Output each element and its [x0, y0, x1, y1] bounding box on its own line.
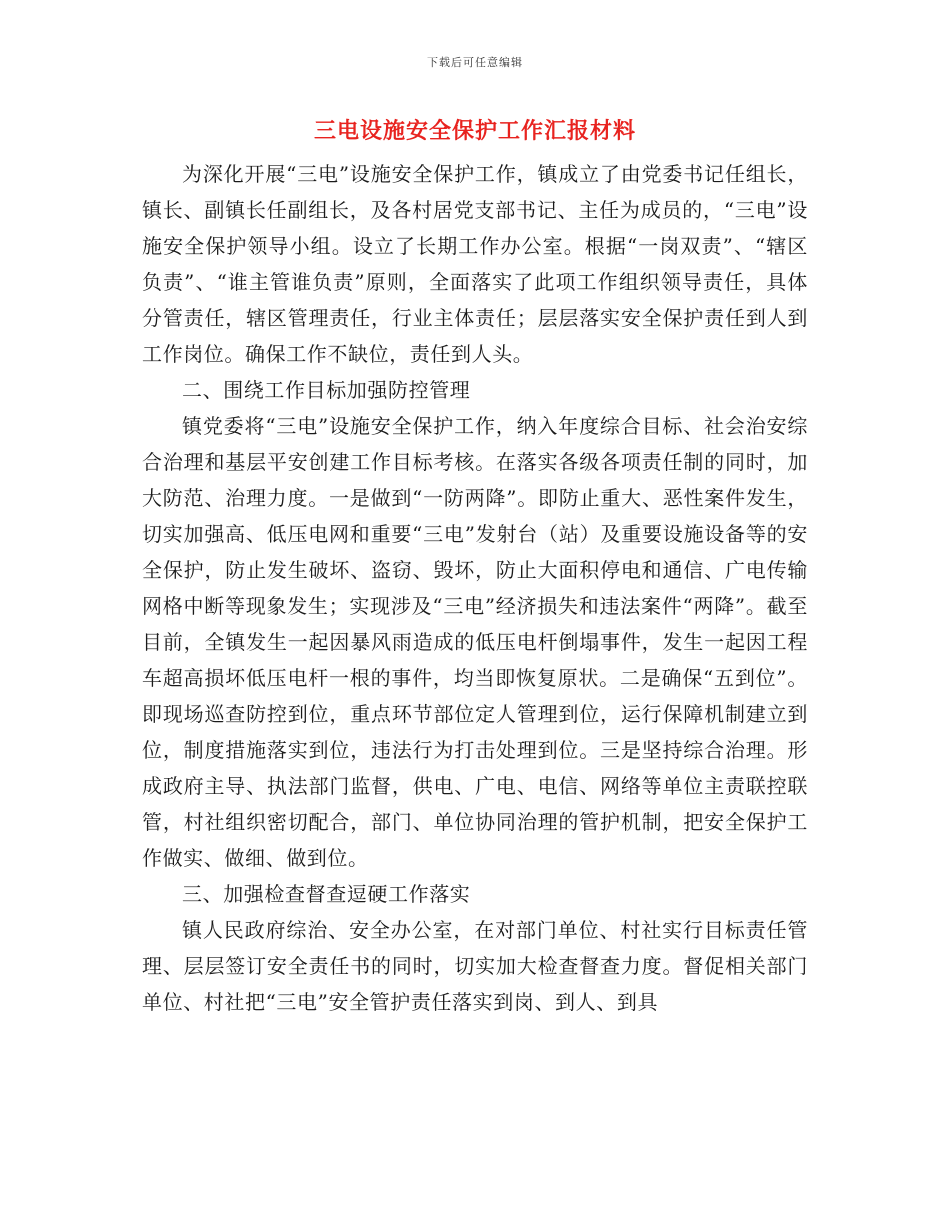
paragraph-section-2: 镇党委将“三电”设施安全保护工作，纳入年度综合目标、社会治安综合治理和基层平安创建工作目标考核。在落实各级各项责任制的同时，加大防范、治理力度。一是做到“一防两降”。即防止重大、恶性案件发生，切实加强高、低压电网和重要“三电”发射台（站）及重要设施设备等的安全保护，防止发生破坏、盗窃、毁坏，防止大面积停电和通信、广电传输网格中断等现象发生；实现涉及“三电”经济损失和违法案件“两降”。截至目前，全镇发生一起因暴风雨造成的低压电杆倒塌事件，发生一起因工程车超高损坏低压电杆一根的事件，均当即恢复原状。二是确保“五到位”。即现场巡查防控到位，重点环节部位定人管理到位，运行保障机制建立到位，制度措施落实到位，违法行为打击处理到位。三是坚持综合治理。形成政府主导、执法部门监督，供电、广电、电信、网络等单位主责联控联管，村社组织密切配合，部门、单位协同治理的管护机制，把安全保护工作做实、做细、做到位。 — [142, 414, 808, 870]
paragraph-intro: 为深化开展“三电”设施安全保护工作，镇成立了由党委书记任组长，镇长、副镇长任副组长，及各村居党支部书记、主任为成员的，“三电”设施安全保护领导小组。设立了长期工作办公室。根据“一岗双责”、“辖区负责”、“谁主管谁负责”原则，全面落实了此项工作组织领导责任，具体分管责任，辖区管理责任，行业主体责任；层层落实安全保护责任到人到工作岗位。确保工作不缺位，责任到人头。 — [142, 162, 808, 366]
section-heading-2: 二、围绕工作目标加强防控管理 — [182, 378, 471, 402]
header-note: 下载后可任意编辑 — [427, 56, 523, 69]
document-title: 三电设施安全保护工作汇报材料 — [313, 118, 636, 144]
paragraph-section-3: 镇人民政府综治、安全办公室，在对部门单位、村社实行目标责任管理、层层签订安全责任书的同时，切实加大检查督查力度。督促相关部门单位、村社把“三电”安全管护责任落实到岗、到人、到具 — [142, 918, 808, 1014]
document-body — [142, 156, 808, 1020]
section-heading-3: 三、加强检查督查逗硬工作落实 — [182, 882, 471, 906]
